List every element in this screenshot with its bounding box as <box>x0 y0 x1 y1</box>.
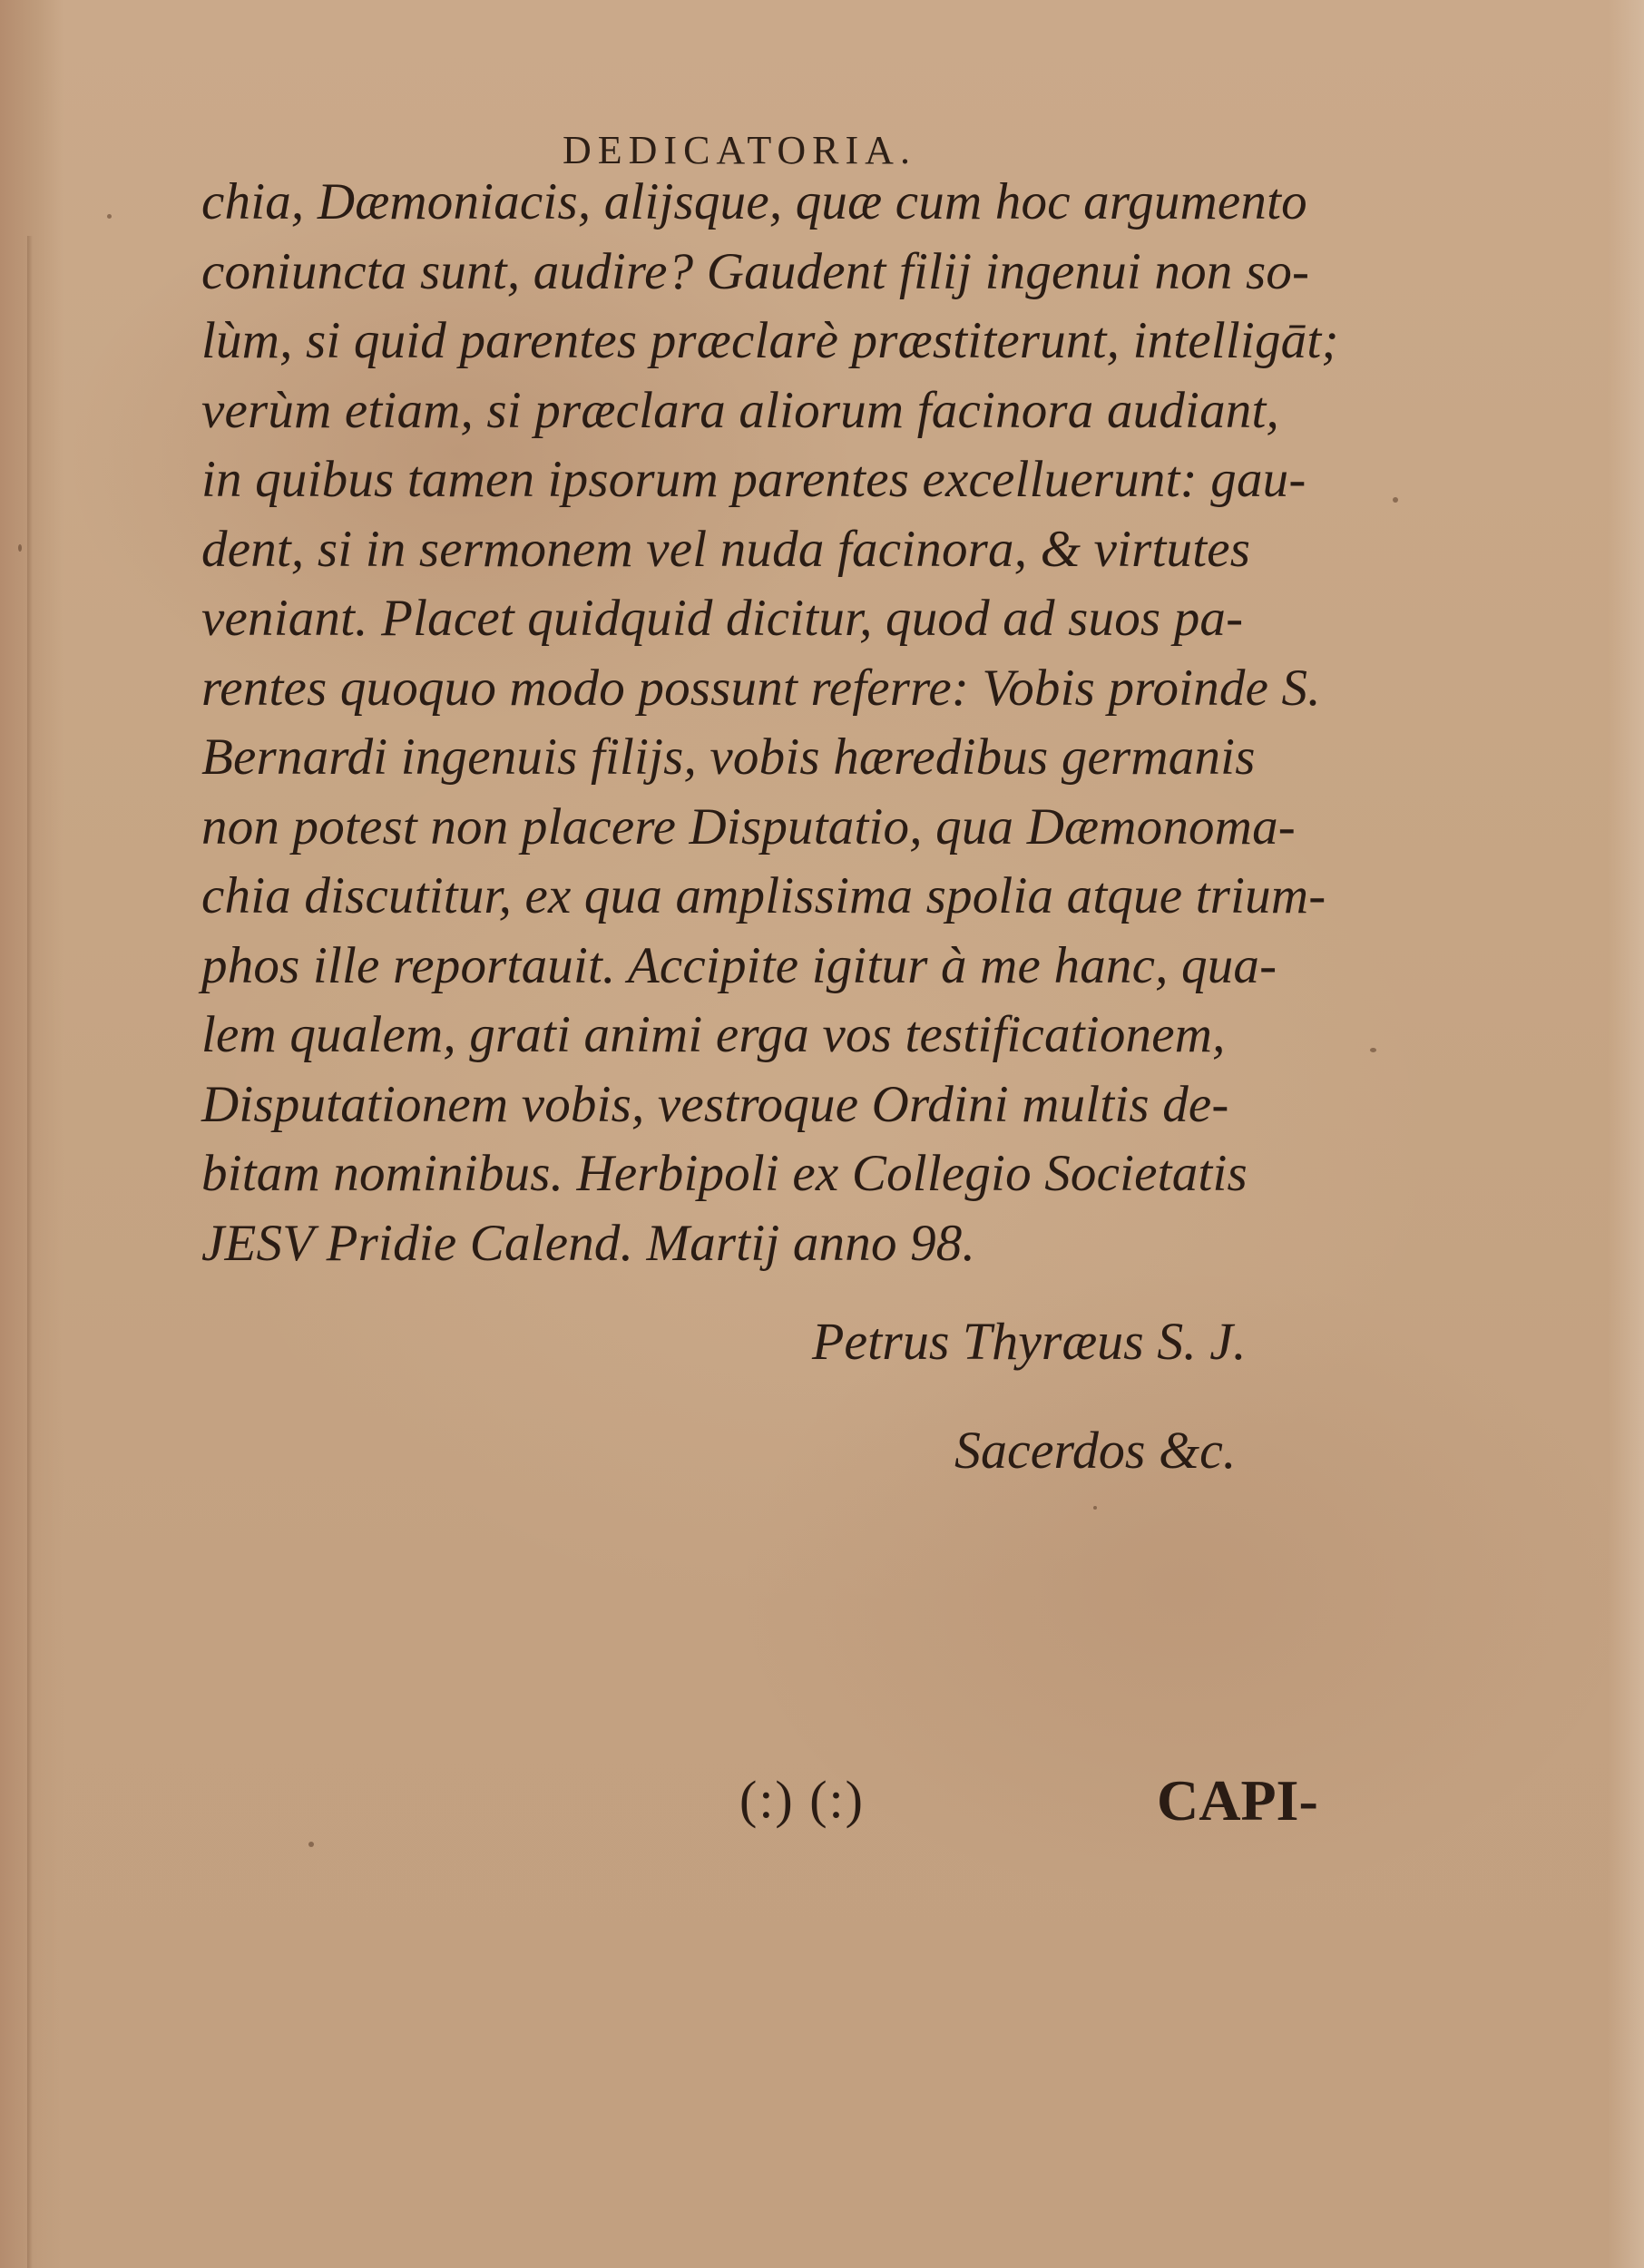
author-signature: Petrus Thyræus S. J. <box>812 1312 1247 1371</box>
text-line: in quibus tamen ipsorum parentes excelluerunt: gau- <box>201 451 1306 508</box>
text-line: verùm etiam, si præclara aliorum facinora audiant, <box>201 381 1279 439</box>
text-line: chia discutitur, ex qua amplissima spolia atque trium- <box>201 867 1326 924</box>
paper-speck <box>107 214 112 219</box>
catchword: CAPI- <box>1157 1768 1318 1833</box>
text-line: veniant. Placet quidquid dicitur, quod ad suos pa- <box>201 590 1244 647</box>
text-line: bitam nominibus. Herbipoli ex Collegio Societatis <box>201 1145 1248 1202</box>
text-line: dent, si in sermonem vel nuda facinora, & virtutes <box>201 520 1251 578</box>
page-right-edge <box>1608 0 1644 2268</box>
text-line: non potest non placere Disputatio, qua Dæmonoma- <box>201 797 1296 855</box>
text-line: Disputationem vobis, vestroque Ordini multis de- <box>201 1075 1229 1133</box>
paper-speck <box>1393 497 1398 503</box>
paper-speck <box>308 1842 314 1847</box>
text-line: rentes quoquo modo possunt referre: Vobis proinde S. <box>201 659 1321 717</box>
text-line: lem qualem, grati animi erga vos testificationem, <box>201 1006 1226 1063</box>
text-line: Bernardi ingenuis filijs, vobis hæredibus germanis <box>201 728 1256 786</box>
author-title: Sacerdos &c. <box>954 1421 1237 1480</box>
signature-mark: (:) (:) <box>739 1770 865 1829</box>
page-fold-shadow <box>27 236 33 2268</box>
text-line: phos ille reportauit. Accipite igitur à me hanc, qua- <box>201 936 1277 994</box>
text-line: JESV Pridie Calend. Martij anno 98. <box>201 1214 975 1272</box>
dedication-text <box>201 168 1381 1278</box>
text-line: chia, Dæmoniacis, alijsque, quæ cum hoc argumento <box>201 173 1307 230</box>
running-head: DEDICATORIA. <box>563 128 916 172</box>
paper-speck <box>18 544 22 552</box>
text-line: coniuncta sunt, audire? Gaudent filij ingenui non so- <box>201 242 1310 300</box>
text-line: lùm, si quid parentes præclarè præstiterunt, intelligāt; <box>201 312 1339 369</box>
paper-speck <box>1093 1506 1097 1510</box>
paper-speck <box>1370 1048 1376 1052</box>
